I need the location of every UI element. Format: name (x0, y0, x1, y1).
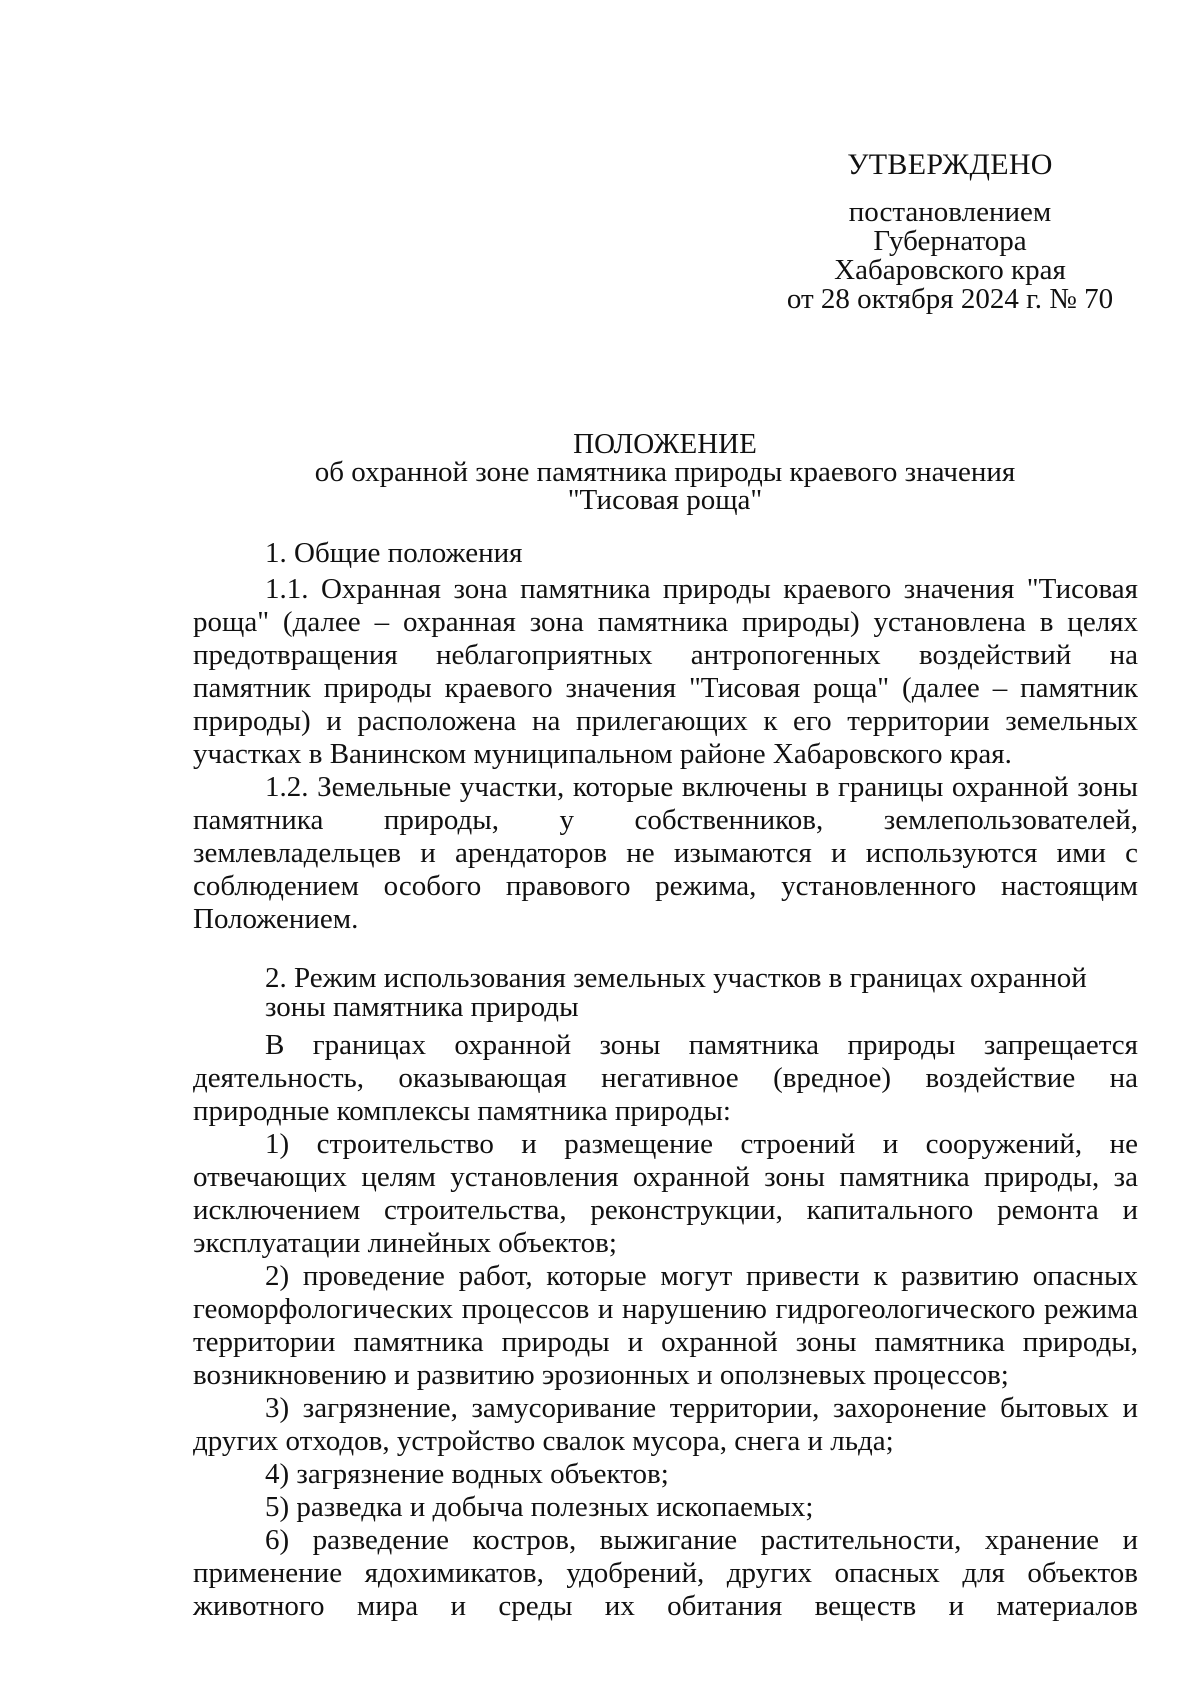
list-item-6: 6) разведение костров, выжигание растительности, хранение и применение ядохимикатов, удобрений, других опасных для объектов животного мира и среды их обитания веществ и материалов (193, 1524, 1138, 1622)
document-title: ПОЛОЖЕНИЕ (573, 428, 757, 460)
document-subtitle-2: "Тисовая роща" (567, 484, 763, 516)
approval-block (780, 150, 1120, 314)
approval-line-1: постановлением (848, 196, 1052, 228)
list-item-2: 2) проведение работ, которые могут привести к развитию опасных геоморфологических процессов и нарушению гидрогеологического режима территории памятника природы и охранной зоны памятника природы, возникновению и развитию эрозионных и оползневых процессов; (193, 1260, 1138, 1391)
list-item-3: 3) загрязнение, замусоривание территории, захоронение бытовых и других отходов, устройство свалок мусора, снега и льда; (193, 1392, 1138, 1457)
paragraph-1-1: 1.1. Охранная зона памятника природы краевого значения "Тисовая роща" (далее – охранная зона памятника природы) установлена в целях предотвращения неблагоприятных антропогенных воздействий на памятник природы краевого значения "Тисовая роща" (далее – памятник природы) и расположена на прилегающих к его территории земельных участках в Ванинском муниципальном районе Хабаровского края. (193, 573, 1138, 770)
approval-line-4: от 28 октября 2024 г. № 70 (786, 283, 1114, 315)
list-item-5: 5) разведка и добыча полезных ископаемых; (265, 1491, 814, 1523)
section-2-intro: В границах охранной зоны памятника природы запрещается деятельность, оказывающая негативное (вредное) воздействие на природные комплексы памятника природы: (193, 1029, 1138, 1127)
document-header (195, 430, 1135, 514)
paragraph-1-2: 1.2. Земельные участки, которые включены в границы охранной зоны памятника природы, у собственников, землепользователей, землевладельцев и арендаторов не изымаются и используются ими с соблюдением особого правового режима, установленного настоящим Положением. (193, 771, 1138, 935)
document-body (193, 537, 1138, 1623)
approval-line-2: Губернатора (873, 225, 1027, 257)
section-1-heading: 1. Общие положения (265, 537, 523, 569)
section-2-heading: 2. Режим использования земельных участков в границах охранной зоны памятника природы (265, 962, 1087, 1023)
approval-line-3: Хабаровского края (834, 254, 1066, 286)
document-subtitle-1: об охранной зоне памятника природы краевого значения (314, 456, 1016, 488)
list-item-1: 1) строительство и размещение строений и сооружений, не отвечающих целям установления охранной зоны памятника природы, за исключением строительства, реконструкции, капитального ремонта и эксплуатации линейных объектов; (193, 1128, 1138, 1259)
approval-title: УТВЕРЖДЕНО (847, 148, 1053, 181)
list-item-4: 4) загрязнение водных объектов; (265, 1458, 669, 1490)
